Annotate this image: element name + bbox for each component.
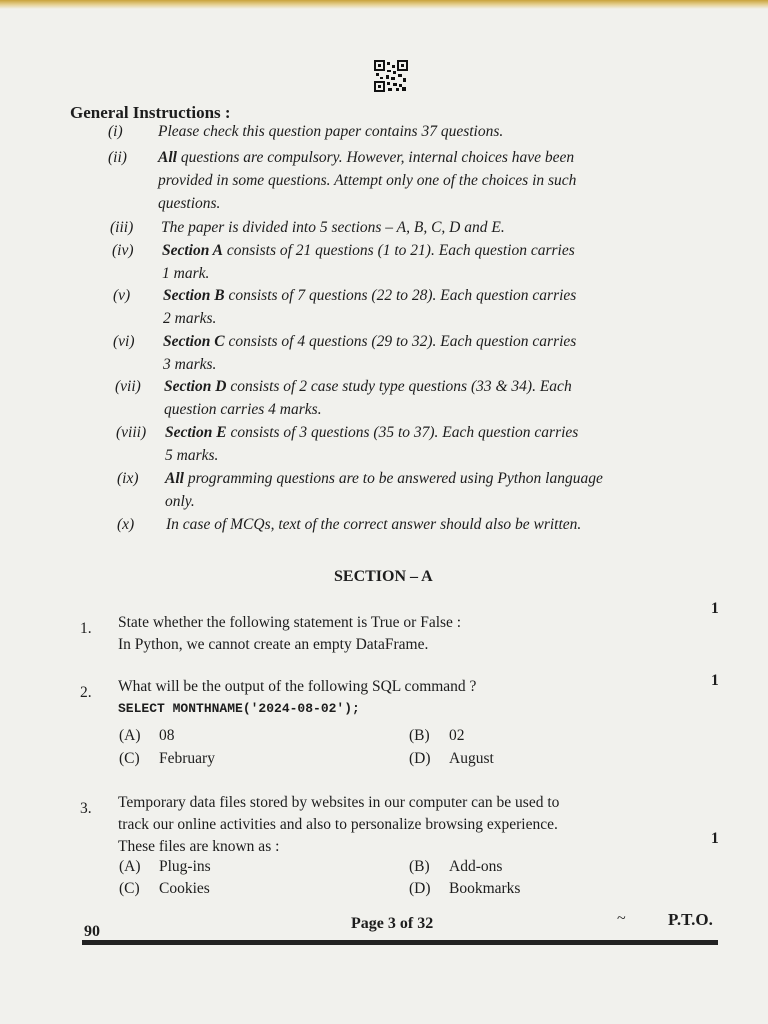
instruction-item: [117, 513, 710, 536]
instruction-number: (iii): [110, 219, 134, 236]
question-number: 3.: [80, 800, 92, 817]
instruction-number: (vii): [115, 378, 141, 395]
answer-option: [119, 858, 211, 876]
option-label: (C): [119, 750, 140, 767]
option-label: (B): [409, 858, 430, 875]
instruction-number: (x): [117, 516, 135, 533]
answer-option: [409, 858, 502, 876]
instruction-line: All questions are compulsory. However, internal choices have been: [158, 149, 575, 166]
question-text-line: State whether the following statement is True or False :: [118, 614, 462, 631]
instruction-line: Section D consists of 2 case study type questions (33 & 34). Each: [164, 378, 572, 395]
option-text: 08: [159, 727, 175, 744]
footer-symbol: ~: [617, 910, 626, 927]
answer-option: [119, 880, 210, 898]
instruction-line: Section A consists of 21 questions (1 to 21). Each question carries: [162, 242, 575, 259]
answer-option: [409, 750, 494, 768]
question-text-line: Temporary data files stored by websites in our computer can be used to: [118, 794, 560, 811]
answer-option: [119, 727, 175, 745]
instruction-line: only.: [165, 493, 195, 510]
option-label: (D): [409, 880, 431, 897]
option-text: Plug-ins: [159, 858, 211, 875]
question-text-line: track our online activities and also to personalize browsing experience.: [118, 816, 558, 833]
option-text: August: [449, 750, 494, 767]
instruction-number: (viii): [116, 424, 147, 441]
instruction-line: 1 mark.: [162, 265, 210, 282]
question-text-line: In Python, we cannot create an empty DataFrame.: [118, 636, 429, 653]
instruction-line: Section C consists of 4 questions (29 to 32). Each question carries: [163, 333, 577, 350]
instruction-item: [108, 120, 710, 143]
instruction-number: (ix): [117, 470, 139, 487]
pto-label: P.T.O.: [668, 910, 713, 929]
option-text: 02: [449, 727, 465, 744]
instruction-line: Please check this question paper contains 37 questions.: [158, 123, 504, 140]
general-instructions-heading: General Instructions :: [70, 103, 231, 122]
instruction-item: [116, 421, 710, 467]
instruction-item: [112, 239, 710, 285]
instruction-item: [110, 216, 710, 239]
section-heading: SECTION – A: [334, 568, 433, 585]
instruction-number: (i): [108, 123, 123, 140]
option-text: February: [159, 750, 215, 767]
answer-option: [409, 880, 520, 898]
question-marks: 1: [711, 600, 719, 617]
paper-code: 90: [84, 923, 100, 940]
option-text: Add-ons: [449, 858, 503, 875]
instruction-number: (iv): [112, 242, 134, 259]
instruction-line: questions.: [158, 195, 221, 212]
answer-option: [119, 750, 215, 768]
instruction-line: The paper is divided into 5 sections – A, B, C, D and E.: [161, 219, 505, 236]
option-label: (D): [409, 750, 431, 767]
instruction-line: Section E consists of 3 questions (35 to 37). Each question carries: [165, 424, 579, 441]
instruction-line: question carries 4 marks.: [164, 401, 322, 418]
question-number: 1.: [80, 620, 92, 637]
sql-code-snippet: SELECT MONTHNAME('2024-08-02');: [118, 701, 360, 716]
instruction-line: 3 marks.: [163, 356, 217, 373]
instruction-item: [117, 467, 710, 513]
page-number: Page 3 of 32: [351, 915, 434, 932]
instruction-line: Section B consists of 7 questions (22 to 28). Each question carries: [163, 287, 577, 304]
instruction-item: [113, 330, 710, 376]
instruction-line: 5 marks.: [165, 447, 219, 464]
instruction-number: (vi): [113, 333, 135, 350]
footer-rule: [82, 940, 718, 945]
instruction-line: In case of MCQs, text of the correct answer should also be written.: [166, 516, 582, 533]
question-number: 2.: [80, 684, 92, 701]
instruction-item: [108, 146, 710, 215]
instruction-number: (ii): [108, 149, 127, 166]
instruction-item: [115, 375, 710, 421]
question-text-line: These files are known as :: [118, 838, 280, 855]
option-text: Cookies: [159, 880, 210, 897]
question-marks: 1: [711, 830, 719, 847]
instruction-line: 2 marks.: [163, 310, 217, 327]
qr-code-icon: [374, 60, 408, 92]
option-text: Bookmarks: [449, 880, 521, 897]
option-label: (C): [119, 880, 140, 897]
answer-option: [409, 727, 465, 745]
instruction-item: [113, 284, 710, 330]
option-label: (B): [409, 727, 430, 744]
instruction-line: provided in some questions. Attempt only one of the choices in such: [158, 172, 577, 189]
instruction-line: All programming questions are to be answered using Python language: [165, 470, 603, 487]
instruction-number: (v): [113, 287, 131, 304]
question-text-line: What will be the output of the following SQL command ?: [118, 678, 477, 695]
question-marks: 1: [711, 672, 719, 689]
option-label: (A): [119, 858, 141, 875]
option-label: (A): [119, 727, 141, 744]
